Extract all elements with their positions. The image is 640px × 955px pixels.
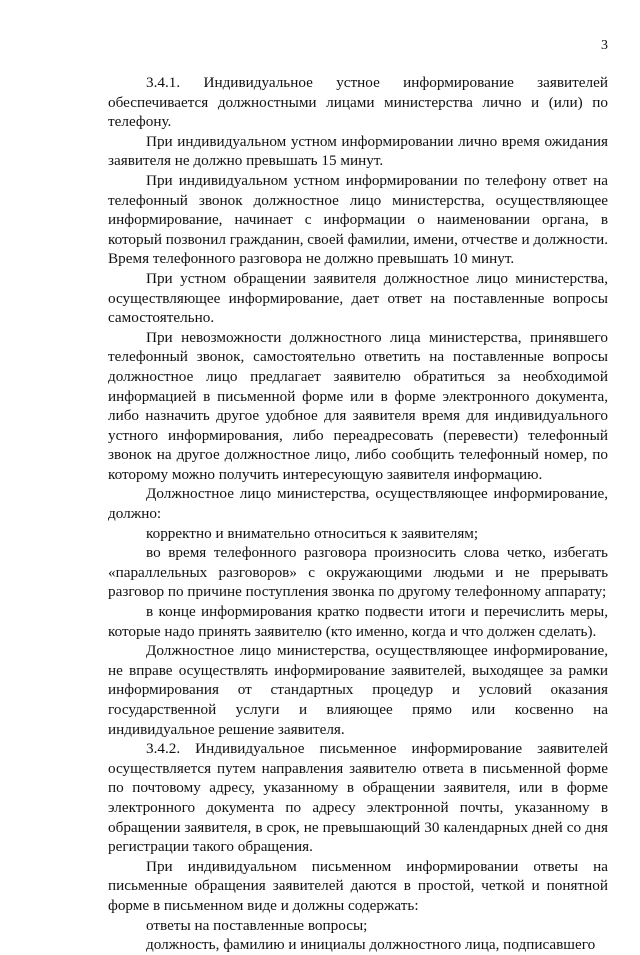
paragraph-waiting-time: При индивидуальном устном информировании лично время ожидания заявителя не должно превышать 15 минут.: [108, 132, 608, 170]
paragraph-3-4-1: 3.4.1. Индивидуальное устное информирование заявителей обеспечивается должностными лицами министерства лично и (или) по телефону.: [108, 74, 608, 131]
body-text: [108, 73, 608, 955]
list-item-clear-speech: во время телефонного разговора произносить слова четко, избегать «параллельных разговоров» с окружающими людьми и не прерывать разговор по причине поступления звонка по другому телефонному аппарату;: [108, 544, 608, 601]
list-item-signature: должность, фамилию и инициалы должностного лица, подписавшего: [146, 936, 596, 954]
paragraph-official-must: Должностное лицо министерства, осуществляющее информирование, должно:: [108, 485, 608, 523]
paragraph-3-4-2: 3.4.2. Индивидуальное письменное информирование заявителей осуществляется путем направления заявителю ответа в письменной форме по почтовому адресу, указанному в обращении заявителя, или в форме электронного документа по адресу электронной почты, указанному в обращении заявителя, в срок, не превышающий 30 календарных дней со дня регистрации такого обращения.: [108, 740, 608, 856]
page-number: 3: [601, 38, 608, 53]
paragraph-phone-informing: При индивидуальном устном информировании по телефону ответ на телефонный звонок должностное лицо министерства, осуществляющее информирование, начинает с информации о наименовании органа, в который позвонил гражданин, своей фамилии, имени, отчестве и должности. Время телефонного разговора не должно превышать 10 минут.: [108, 171, 608, 268]
list-item-answers: ответы на поставленные вопросы;: [146, 916, 368, 934]
paragraph-written-answers: При индивидуальном письменном информировании ответы на письменные обращения заявителей даются в простой, четкой и понятной форме в письменном виде и должны содержать:: [108, 857, 608, 914]
paragraph-impossibility: При невозможности должностного лица министерства, принявшего телефонный звонок, самостоятельно ответить на поставленные вопросы должностное лицо предлагает заявителю обратиться за необходимой информацией в письменной форме или в форме электронного документа, либо назначить другое удобное для заявителя время для индивидуального устного информирования, либо переадресовать (перевести) телефонный звонок на другое должностное лицо, либо сообщить телефонный номер, по которому можно получить интересующую заявителя информацию.: [108, 328, 608, 483]
paragraph-oral-appeal: При устном обращении заявителя должностное лицо министерства, осуществляющее информирование, дает ответ на поставленные вопросы самостоятельно.: [108, 269, 608, 327]
list-item-summary: в конце информирования кратко подвести итоги и перечислить меры, которые надо принять заявителю (кто именно, когда и что должен сделать).: [108, 603, 608, 640]
list-item-politeness: корректно и внимательно относиться к заявителям;: [146, 524, 479, 542]
paragraph-not-allowed: Должностное лицо министерства, осуществляющее информирование, не вправе осуществлять информирование заявителей, выходящее за рамки информирования от стандартных процедур и условий оказания государственной услуги и влияющее прямо или косвенно на индивидуальное решение заявителя.: [108, 642, 608, 738]
